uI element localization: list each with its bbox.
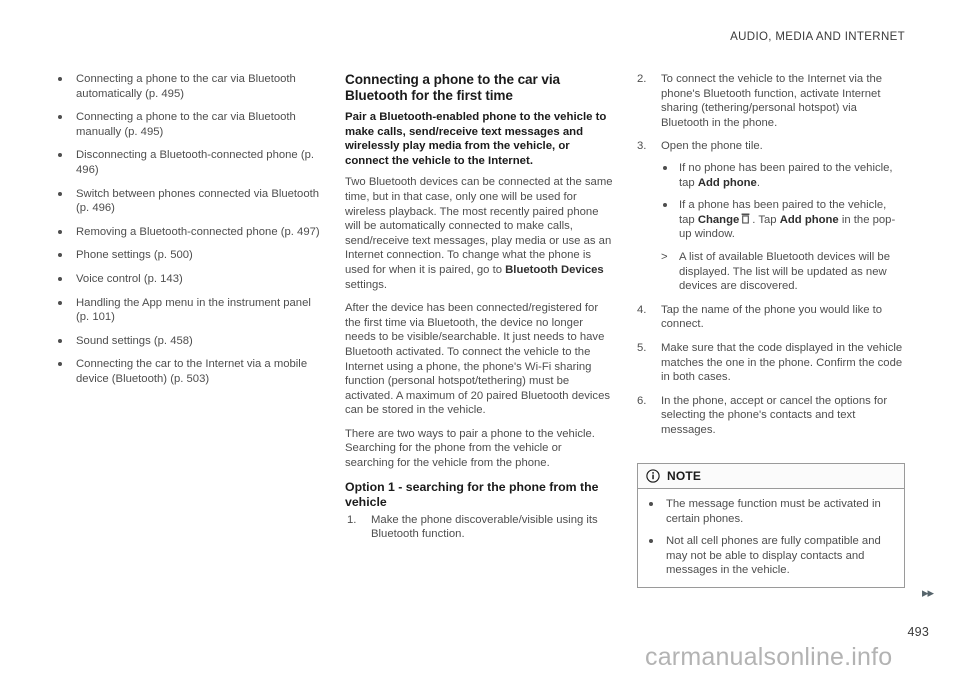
step-item xyxy=(635,72,903,130)
note-items-list xyxy=(646,497,894,578)
list-item xyxy=(646,534,894,578)
step-number: 3. xyxy=(637,140,647,153)
bullet-dot-icon xyxy=(663,203,667,207)
list-item-label: Connecting a phone to the car via Bluetooth manually (p. 495) xyxy=(76,111,296,138)
list-item-label: Sound settings (p. 458) xyxy=(76,334,193,347)
list-item xyxy=(646,497,894,526)
paragraph-2-text-end: settings. xyxy=(345,278,388,291)
list-item-label: Phone settings (p. 500) xyxy=(76,249,193,262)
step-item xyxy=(635,303,903,332)
bullet-dot-icon xyxy=(58,253,62,257)
step-number: 5. xyxy=(637,341,647,354)
bullet-dot-icon xyxy=(649,539,653,543)
list-item-label: Handling the App menu in the instrument panel (p. 101) xyxy=(76,296,311,324)
page-number: 493 xyxy=(907,625,929,639)
bullet-dot-icon xyxy=(649,502,653,506)
list-item[interactable] xyxy=(55,225,323,240)
step-text: Make the phone discoverable/visible using its Bluetooth function. xyxy=(371,513,598,541)
list-item[interactable] xyxy=(55,296,323,325)
step-item xyxy=(635,394,903,438)
body-paragraph-2 xyxy=(345,175,613,292)
add-phone-button-label[interactable]: Add phone xyxy=(697,176,757,189)
substep-item xyxy=(661,198,903,242)
step-text: Open the phone tile. xyxy=(661,140,763,153)
body-paragraph-4: There are two ways to pair a phone to the vehicle. Searching for the phone from the vehicle or searching for the vehicle from the phone. xyxy=(345,427,595,470)
note-item-text: The message function must be activated in certain phones. xyxy=(666,498,881,525)
step-number: 4. xyxy=(637,303,647,316)
list-item[interactable] xyxy=(55,148,323,177)
step-3-substeps xyxy=(661,161,903,294)
result-arrow-icon: > xyxy=(661,250,668,263)
option-1-steps-list xyxy=(345,513,613,542)
middle-column xyxy=(345,72,613,542)
bullet-dot-icon xyxy=(58,77,62,81)
site-watermark: carmanualsonline.info xyxy=(645,643,893,671)
step-number: 6. xyxy=(637,394,647,407)
body-paragraph-3: After the device has been connected/registered for the first time via Bluetooth, the device no longer needs to be visible/searchable. It just needs to have Bluetooth activated. To connect the vehicle to the Internet using a phone, the phone's Wi-Fi sharing function (personal hotspot/tethering) must be activated. A maximum of 20 paired Bluetooth devices can be stored in the vehicle. xyxy=(345,302,610,417)
step-text: Make sure that the code displayed in the vehicle matches the one in the phone. Confirm the code in both cases. xyxy=(661,341,903,384)
bullet-dot-icon xyxy=(58,153,62,157)
bullet-dot-icon xyxy=(58,192,62,196)
info-icon xyxy=(646,469,660,483)
bullet-dot-icon xyxy=(58,115,62,119)
substep-text-end: . xyxy=(756,176,760,189)
bullet-dot-icon xyxy=(58,339,62,343)
substep-item xyxy=(661,161,903,190)
bluetooth-devices-setting-label[interactable]: Bluetooth Devices xyxy=(505,263,604,276)
related-links-list xyxy=(55,72,323,387)
substep-result-text: A list of available Bluetooth devices will be displayed. The list will be updated as new devices are discovered. xyxy=(679,250,890,293)
note-callout-box xyxy=(637,463,905,588)
list-item[interactable] xyxy=(55,187,323,216)
list-item[interactable] xyxy=(55,357,323,386)
bullet-dot-icon xyxy=(58,362,62,366)
page-header-chapter-title: AUDIO, MEDIA AND INTERNET xyxy=(730,31,905,43)
lead-paragraph: Pair a Bluetooth-enabled phone to the vehicle to make calls, send/receive text messages and wirelessly play media from the vehicle, or connect the vehicle to the Internet. xyxy=(345,111,607,167)
list-item[interactable] xyxy=(55,272,323,287)
step-item xyxy=(635,341,903,385)
step-item xyxy=(635,139,903,293)
list-item-label: Switch between phones connected via Bluetooth (p. 496) xyxy=(76,187,320,215)
step-text: Tap the name of the phone you would like to connect. xyxy=(661,303,883,331)
paragraph-2-text-start: Two Bluetooth devices can be connected at the same time, but in that case, only one will be used for wireless playback. The most recently paired phone will be automatically connected to make calls, send/receive text messages, play media or use as an Internet connection. To change what the phone is used for when it is paired, go to xyxy=(345,176,613,276)
bullet-dot-icon xyxy=(663,166,667,170)
device-tile-icon xyxy=(741,213,750,224)
list-item[interactable] xyxy=(55,72,323,101)
section-title: Connecting a phone to the car via Bluetooth for the first time xyxy=(345,72,560,103)
list-item-label: Connecting a phone to the car via Bluetooth automatically (p. 495) xyxy=(76,73,296,100)
left-column xyxy=(55,72,323,542)
continuation-marker-icon: ▸▸ xyxy=(921,585,933,600)
step-number: 1. xyxy=(347,513,357,526)
change-button-label[interactable]: Change xyxy=(697,213,740,226)
bullet-dot-icon xyxy=(58,277,62,281)
option-1-subtitle: Option 1 - searching for the phone from the vehicle xyxy=(345,479,599,509)
substep-result-item xyxy=(661,250,903,294)
list-item-label: Removing a Bluetooth-connected phone (p. 497) xyxy=(76,225,320,238)
substep-text-mid: . Tap xyxy=(752,213,780,226)
list-item[interactable] xyxy=(55,248,323,263)
add-phone-button-label[interactable]: Add phone xyxy=(779,213,839,226)
bullet-dot-icon xyxy=(58,301,62,305)
list-item-label: Voice control (p. 143) xyxy=(76,272,183,285)
note-body xyxy=(638,489,904,587)
option-1-steps-continued xyxy=(635,72,903,437)
step-text: To connect the vehicle to the Internet via the phone's Bluetooth function, activate Internet sharing (tethering/personal hotspot) via Bluetooth in the phone. xyxy=(661,73,883,129)
step-item xyxy=(345,513,613,542)
bullet-dot-icon xyxy=(58,230,62,234)
list-item[interactable] xyxy=(55,110,323,139)
note-header xyxy=(638,464,904,489)
note-label: NOTE xyxy=(667,469,702,483)
list-item-label: Connecting the car to the Internet via a mobile device (Bluetooth) (p. 503) xyxy=(76,358,308,385)
list-item[interactable] xyxy=(55,334,323,349)
substep-text-start: If a phone has been paired to the vehicle, tap xyxy=(679,199,887,226)
list-item-label: Disconnecting a Bluetooth-connected phone (p. 496) xyxy=(76,149,315,176)
substep-text-start: If no phone has been paired to the vehicle, tap xyxy=(679,161,893,189)
note-item-text: Not all cell phones are fully compatible and may not be able to display contacts and messages in the vehicle. xyxy=(666,535,881,577)
step-text: In the phone, accept or cancel the options for selecting the phone's contacts and text messages. xyxy=(661,394,888,436)
step-number: 2. xyxy=(637,73,647,85)
substep-text-end: in the pop-up window. xyxy=(679,213,896,241)
